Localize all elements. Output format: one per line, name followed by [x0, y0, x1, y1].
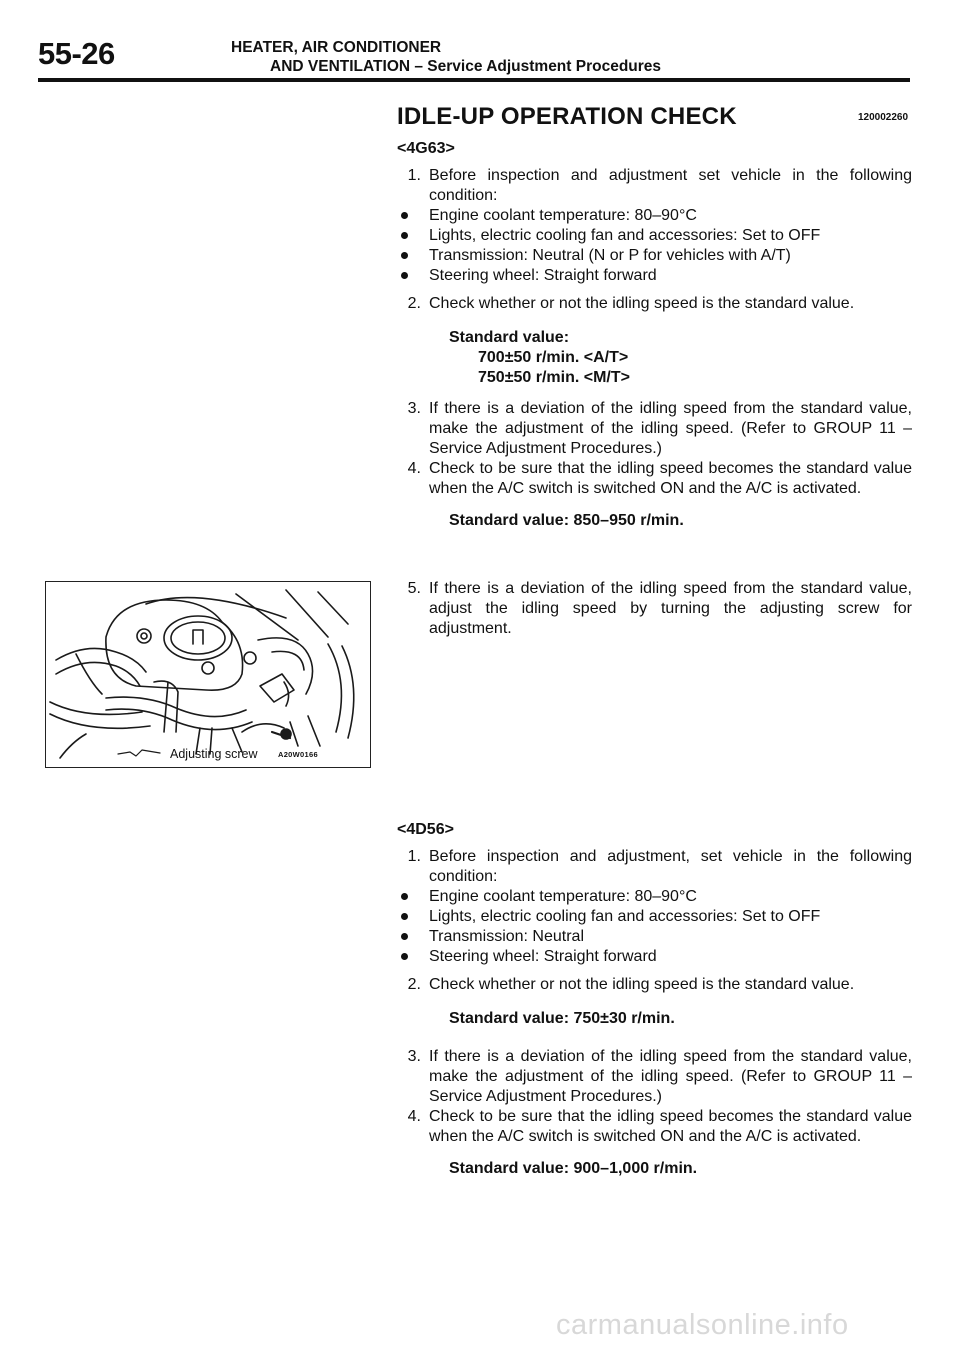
g63-step4-text: Check to be sure that the idling speed becomes the standard value when the A/C switch is switched ON and the A/C is activated. — [429, 460, 912, 497]
d56-heading: <4D56> — [397, 821, 454, 838]
g63-heading: <4G63> — [397, 140, 455, 157]
g63-bullet-text: Engine coolant temperature: 80–90°C — [429, 207, 697, 224]
section-title: IDLE-UP OPERATION CHECK — [397, 103, 737, 130]
bullet-icon — [401, 272, 408, 279]
engine-throttle-illustration — [46, 582, 370, 767]
g63-step4 — [397, 459, 912, 499]
g63-step2 — [397, 294, 912, 314]
d56-step1-text: Before inspection and adjustment, set vehicle in the following condition: — [429, 848, 912, 885]
step-number: 4. — [407, 1108, 421, 1125]
g63-bullet — [397, 206, 912, 226]
g63-std2-at: 700±50 r/min. <A/T> — [478, 349, 629, 366]
g63-bullet-text: Transmission: Neutral (N or P for vehicles with A/T) — [429, 247, 791, 264]
g63-step5-item — [397, 579, 912, 639]
g63-step2-text: Check whether or not the idling speed is the standard value. — [429, 295, 855, 312]
bullet-icon — [401, 893, 408, 900]
d56-step3-text: If there is a deviation of the idling speed from the standard value, make the adjustment of the idling speed. (Refer to GROUP 11 – Service Adjustment Procedures.) — [429, 1048, 912, 1105]
bullet-icon — [401, 232, 408, 239]
step-number: 3. — [407, 1048, 421, 1065]
g63-step1-text: Before inspection and adjustment set vehicle in the following condition: — [429, 167, 912, 204]
d56-bullet — [397, 907, 912, 927]
page-header-title — [231, 38, 661, 76]
g63-block — [397, 139, 912, 531]
header-title-line1: HEATER, AIR CONDITIONER — [231, 39, 442, 56]
step-number: 2. — [407, 976, 421, 993]
d56-block — [397, 820, 912, 1179]
g63-step1 — [397, 166, 912, 206]
d56-bullet-text: Steering wheel: Straight forward — [429, 948, 657, 965]
bullet-icon — [401, 252, 408, 259]
watermark: carmanualsonline.info — [556, 1309, 849, 1341]
d56-step4-text: Check to be sure that the idling speed becomes the standard value when the A/C switch is switched ON and the A/C is activated. — [429, 1108, 912, 1145]
d56-bullet-text: Lights, electric cooling fan and accessories: Set to OFF — [429, 908, 821, 925]
page-number: 55-26 — [38, 36, 115, 71]
d56-step3 — [397, 1047, 912, 1107]
header-title-line2: AND VENTILATION – Service Adjustment Procedures — [270, 58, 662, 75]
d56-step4 — [397, 1107, 912, 1147]
d56-bullet — [397, 927, 912, 947]
d56-step2-text: Check whether or not the idling speed is the standard value. — [429, 976, 855, 993]
g63-std4: Standard value: 850–950 r/min. — [449, 512, 684, 529]
d56-std2: Standard value: 750±30 r/min. — [449, 1010, 675, 1027]
adjusting-screw-figure — [45, 581, 371, 768]
header-rule — [38, 78, 910, 82]
g63-step3 — [397, 399, 912, 459]
d56-std4: Standard value: 900–1,000 r/min. — [449, 1160, 698, 1177]
d56-bullet-text: Transmission: Neutral — [429, 928, 585, 945]
g63-std2-label: Standard value: — [449, 329, 570, 346]
step-number: 1. — [407, 848, 421, 865]
bullet-icon — [401, 933, 408, 940]
g63-bullet — [397, 246, 912, 266]
d56-step1 — [397, 847, 912, 887]
step-number: 5. — [407, 580, 421, 597]
step-number: 2. — [407, 295, 421, 312]
g63-step3-text: If there is a deviation of the idling speed from the standard value, make the adjustment of the idling speed. (Refer to GROUP 11 – Service Adjustment Procedures.) — [429, 400, 912, 457]
g63-step5 — [397, 579, 912, 639]
step-number: 4. — [407, 460, 421, 477]
step-number: 3. — [407, 400, 421, 417]
section-code: 120002260 — [858, 112, 909, 123]
bullet-icon — [401, 953, 408, 960]
figure-label: Adjusting screw — [170, 747, 258, 761]
g63-bullet — [397, 226, 912, 246]
d56-step2 — [397, 975, 912, 995]
g63-bullet-text: Steering wheel: Straight forward — [429, 267, 657, 284]
bullet-icon — [401, 913, 408, 920]
d56-bullet-text: Engine coolant temperature: 80–90°C — [429, 888, 697, 905]
d56-bullet — [397, 947, 912, 967]
g63-std2-mt: 750±50 r/min. <M/T> — [478, 369, 630, 386]
g63-step5-text: If there is a deviation of the idling speed from the standard value, adjust the idling speed by turning the adjusting screw for adjustment. — [429, 580, 912, 637]
figure-code: A20W0166 — [278, 750, 318, 759]
bullet-icon — [401, 212, 408, 219]
step-number: 1. — [407, 167, 421, 184]
d56-bullet — [397, 887, 912, 907]
g63-bullet-text: Lights, electric cooling fan and accessories: Set to OFF — [429, 227, 821, 244]
g63-bullet — [397, 266, 912, 286]
